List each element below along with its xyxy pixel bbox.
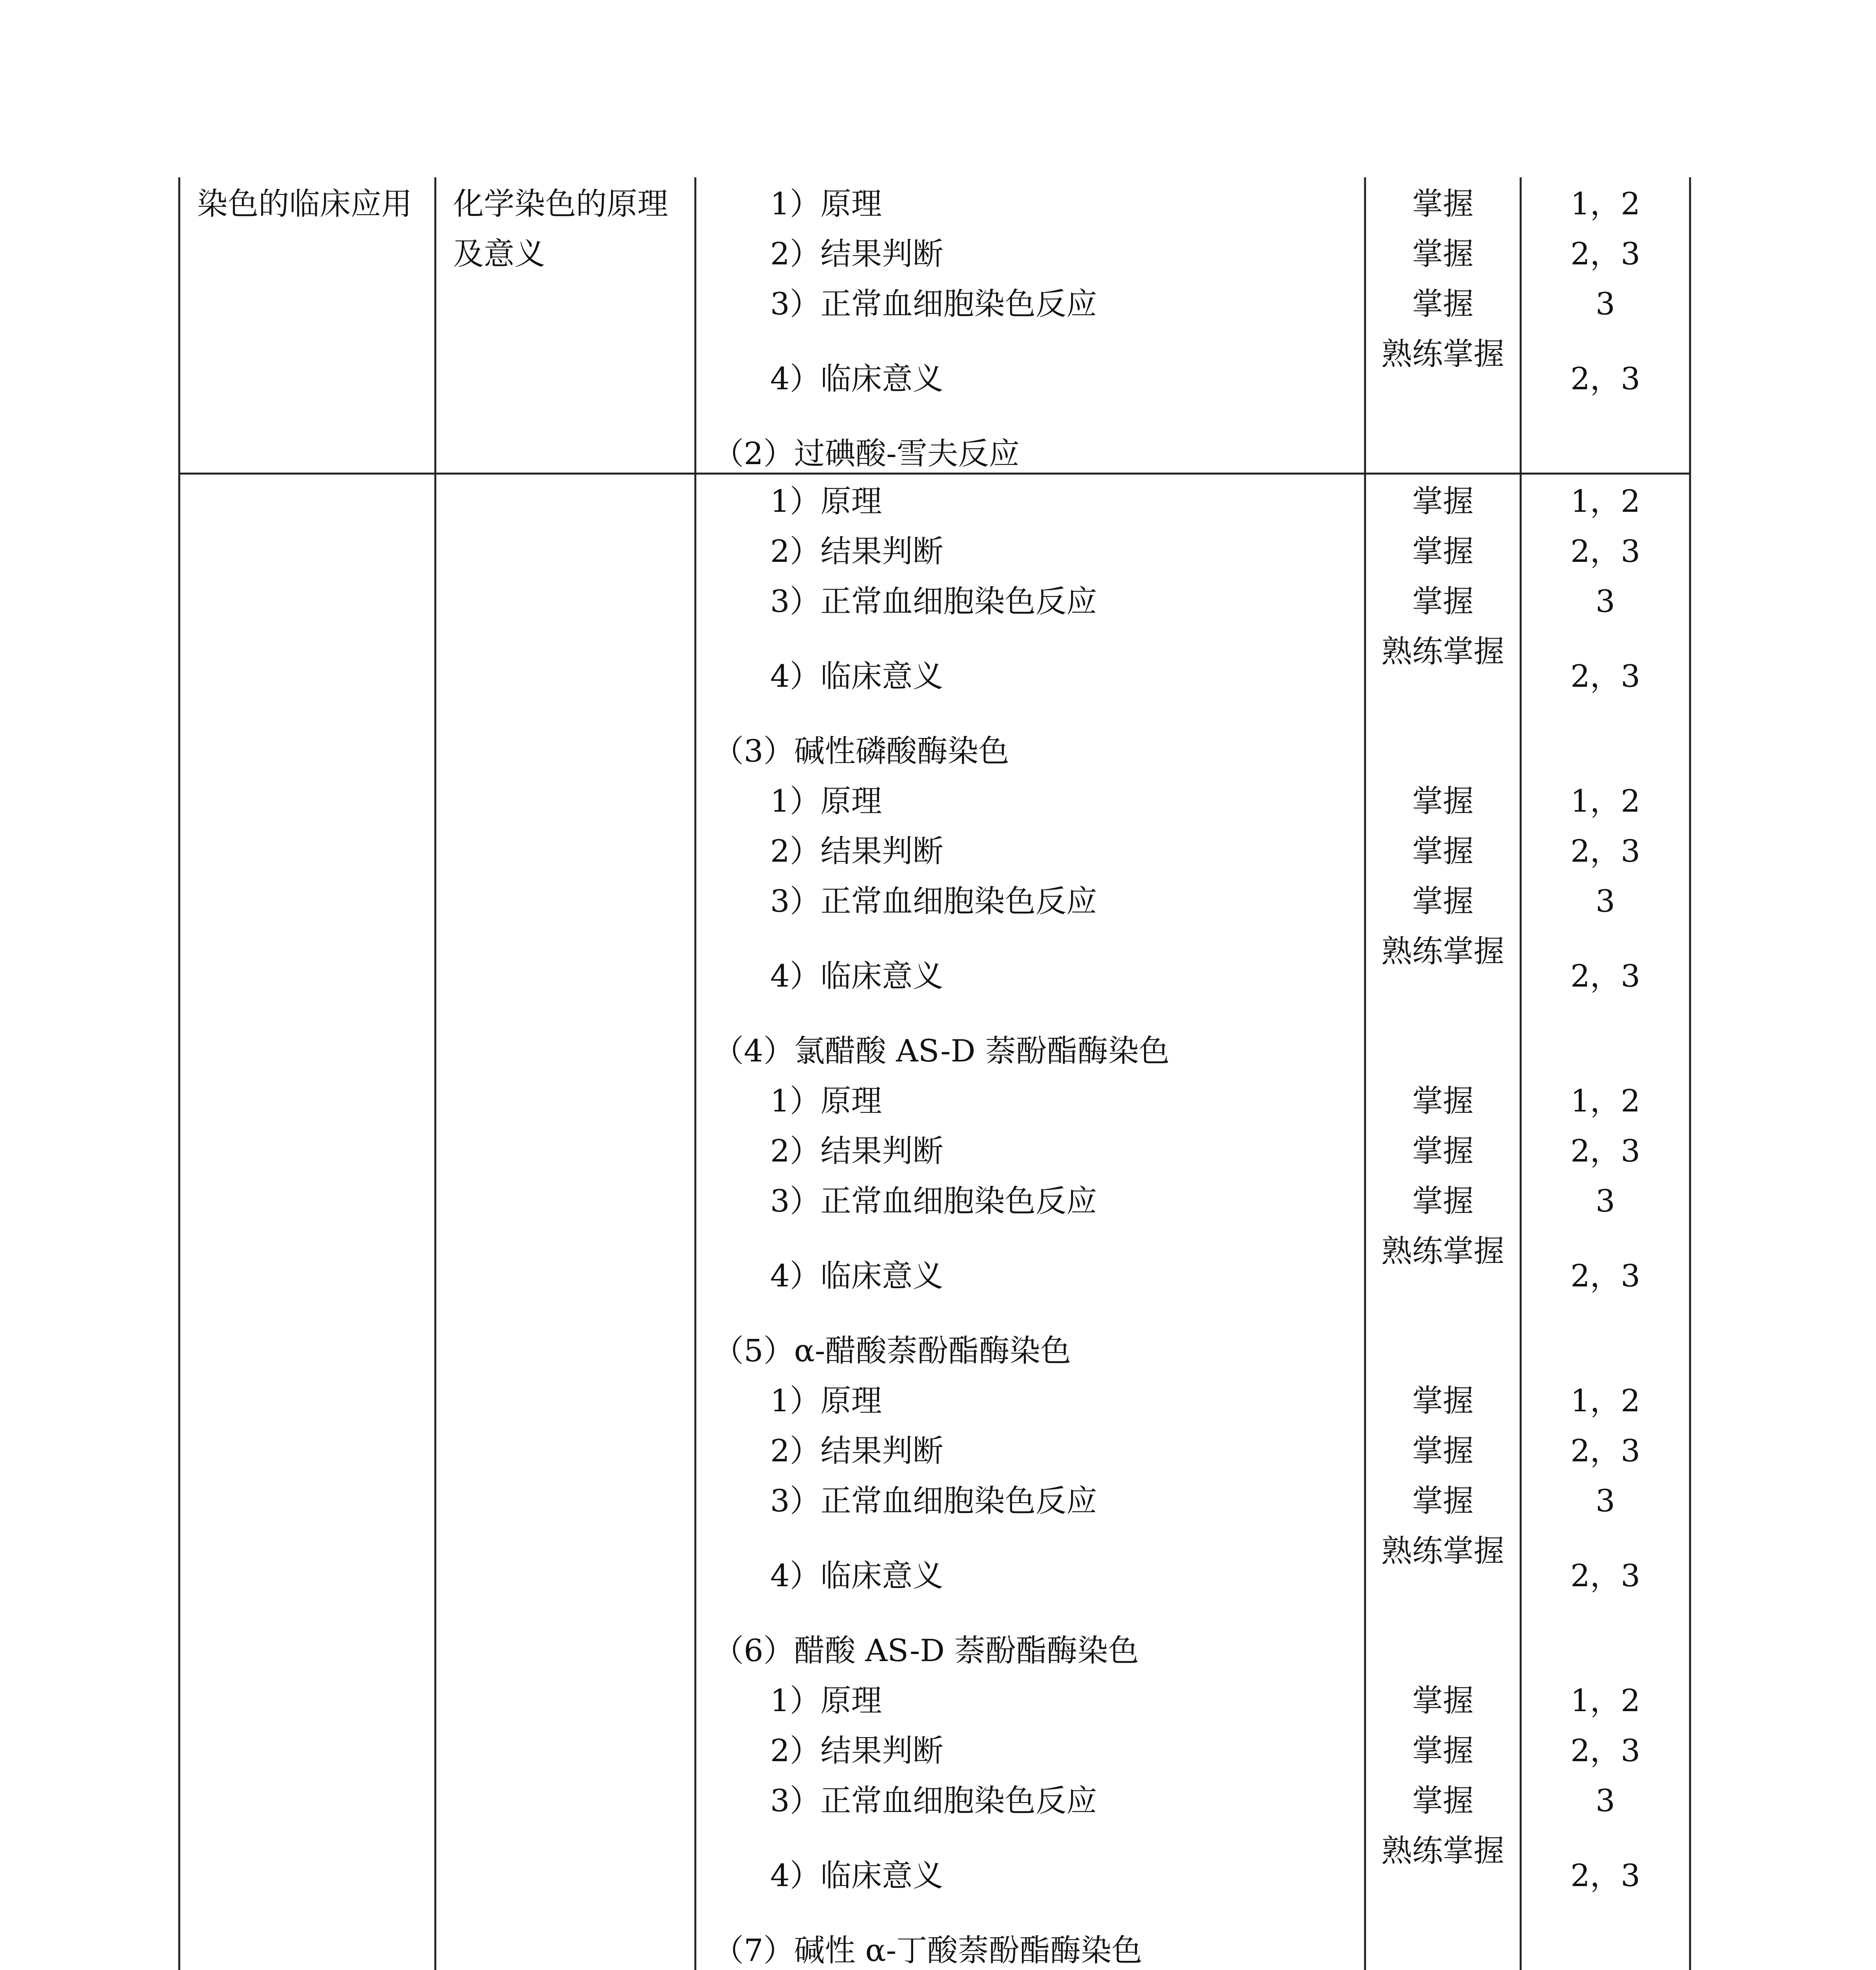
item-text: 1）原理 xyxy=(770,484,882,519)
mastery-level: 熟练掌握 xyxy=(1381,336,1505,372)
mastery-level: 掌握 xyxy=(1412,484,1474,519)
mastery-level: 掌握 xyxy=(1412,584,1474,619)
item-text: 4）临床意义 xyxy=(770,659,944,694)
item-text: 4）临床意义 xyxy=(770,959,944,994)
mastery-level: 掌握 xyxy=(1412,1483,1474,1519)
mastery-level: 熟练掌握 xyxy=(1381,1234,1505,1269)
item-text: 3）正常血细胞染色反应 xyxy=(770,1483,1097,1519)
mastery-level: 掌握 xyxy=(1412,1134,1474,1169)
item-text: 2）结果判断 xyxy=(770,236,944,272)
reference-number: 3 xyxy=(1596,584,1615,619)
cell-topic: 化学染色的原理及意义 xyxy=(453,186,669,272)
item-text: 4）临床意义 xyxy=(770,1858,944,1894)
reference-number: 2，3 xyxy=(1570,1258,1640,1294)
reference-number: 3 xyxy=(1596,1483,1615,1519)
item-text: 1）原理 xyxy=(770,1383,882,1419)
item-text: 1）原理 xyxy=(770,784,882,819)
mastery-level: 掌握 xyxy=(1412,1383,1474,1419)
mastery-level: 掌握 xyxy=(1412,1084,1474,1119)
item-text: 3）正常血细胞染色反应 xyxy=(770,1184,1097,1219)
reference-number: 3 xyxy=(1596,884,1615,919)
item-text: 3）正常血细胞染色反应 xyxy=(770,884,1097,919)
reference-number: 3 xyxy=(1596,1783,1615,1819)
mastery-level: 熟练掌握 xyxy=(1381,934,1505,969)
item-heading: （2）过碘酸-雪夫反应 xyxy=(713,436,1020,472)
reference-number: 1，2 xyxy=(1570,1683,1640,1719)
item-text: 2）结果判断 xyxy=(770,1134,944,1169)
reference-number: 1，2 xyxy=(1570,1084,1640,1119)
reference-number: 2，3 xyxy=(1570,1733,1640,1769)
reference-number: 1，2 xyxy=(1570,784,1640,819)
item-heading: （5）α-醋酸萘酚酯酶染色 xyxy=(713,1333,1071,1369)
reference-number: 2，3 xyxy=(1570,1558,1640,1594)
item-text: 3）正常血细胞染色反应 xyxy=(770,584,1097,619)
mastery-level: 掌握 xyxy=(1412,186,1474,222)
reference-number: 1，2 xyxy=(1570,1383,1640,1419)
reference-number: 2，3 xyxy=(1570,1134,1640,1169)
reference-number: 2，3 xyxy=(1570,1858,1640,1894)
reference-number: 2，3 xyxy=(1570,361,1640,397)
mastery-level: 掌握 xyxy=(1412,784,1474,819)
item-text: 2）结果判断 xyxy=(770,534,944,569)
item-text: 1）原理 xyxy=(770,186,882,222)
item-heading: （3）碱性磷酸酶染色 xyxy=(713,734,1009,769)
mastery-level: 掌握 xyxy=(1412,1733,1474,1769)
item-text: 3）正常血细胞染色反应 xyxy=(770,1783,1097,1819)
item-text: 1）原理 xyxy=(770,1084,882,1119)
item-text: 4）临床意义 xyxy=(770,361,944,397)
item-text: 2）结果判断 xyxy=(770,1433,944,1469)
reference-number: 3 xyxy=(1596,1184,1615,1219)
reference-number: 2，3 xyxy=(1570,659,1640,694)
item-text: 2）结果判断 xyxy=(770,1733,944,1769)
reference-number: 2，3 xyxy=(1570,834,1640,869)
mastery-level: 掌握 xyxy=(1412,1433,1474,1469)
item-text: 4）临床意义 xyxy=(770,1558,944,1594)
item-heading: （6）醋酸 AS-D 萘酚酯酶染色 xyxy=(713,1633,1139,1669)
mastery-level: 掌握 xyxy=(1412,1783,1474,1819)
item-text: 4）临床意义 xyxy=(770,1258,944,1294)
mastery-level: 掌握 xyxy=(1412,884,1474,919)
reference-number: 2，3 xyxy=(1570,534,1640,569)
item-text: 2）结果判断 xyxy=(770,834,944,869)
mastery-level: 掌握 xyxy=(1412,534,1474,569)
reference-number: 3 xyxy=(1596,286,1615,322)
mastery-level: 掌握 xyxy=(1412,236,1474,272)
item-heading: （7）碱性 α-丁酸萘酚酯酶染色 xyxy=(713,1933,1142,1968)
item-heading: （4）氯醋酸 AS-D 萘酚酯酶染色 xyxy=(713,1033,1170,1069)
mastery-level: 熟练掌握 xyxy=(1381,1533,1505,1569)
item-text: 3）正常血细胞染色反应 xyxy=(770,286,1097,322)
reference-number: 2，3 xyxy=(1570,236,1640,272)
mastery-level: 熟练掌握 xyxy=(1381,1833,1505,1869)
mastery-level: 掌握 xyxy=(1412,1184,1474,1219)
reference-number: 1，2 xyxy=(1570,484,1640,519)
reference-number: 2，3 xyxy=(1570,959,1640,994)
reference-number: 1，2 xyxy=(1570,186,1640,222)
mastery-level: 熟练掌握 xyxy=(1381,634,1505,669)
cell-category: 染色的临床应用 xyxy=(197,186,412,222)
item-text: 1）原理 xyxy=(770,1683,882,1719)
mastery-level: 掌握 xyxy=(1412,834,1474,869)
mastery-level: 掌握 xyxy=(1412,1683,1474,1719)
mastery-level: 掌握 xyxy=(1412,286,1474,322)
reference-number: 2，3 xyxy=(1570,1433,1640,1469)
